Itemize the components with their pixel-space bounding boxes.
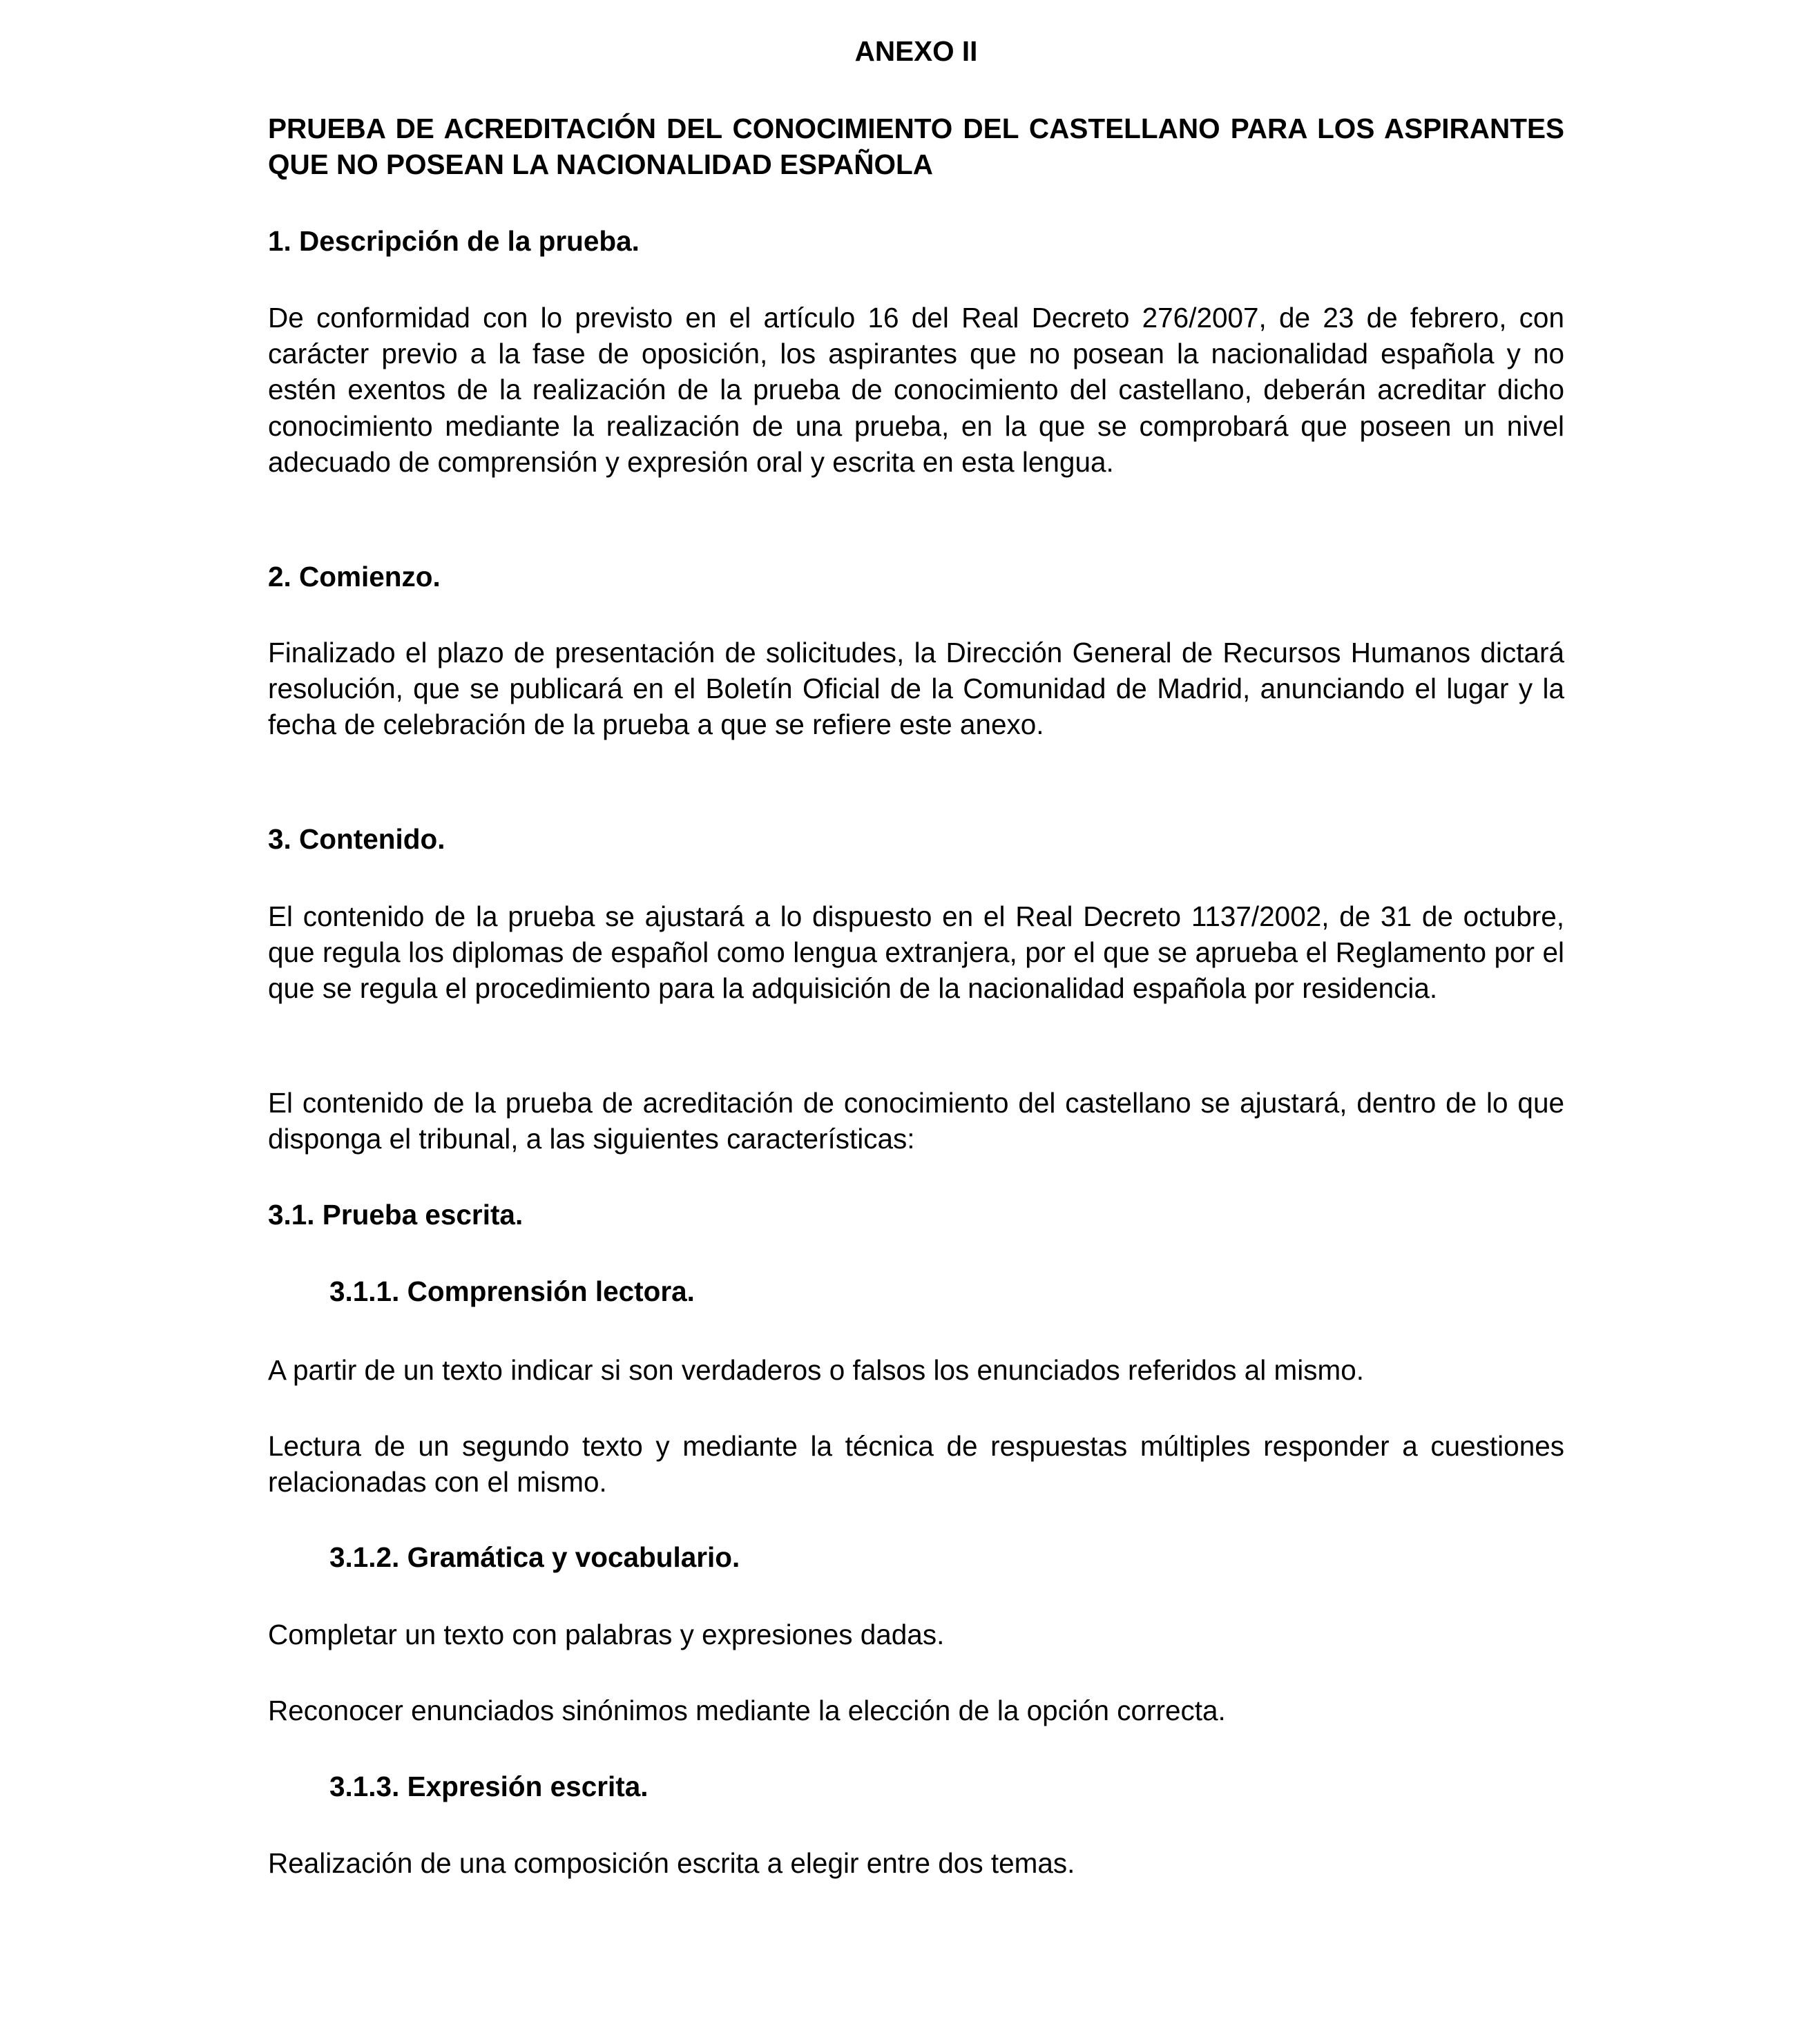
paragraph-comprension-1: A partir de un texto indicar si son verdaderos o falsos los enunciados referidos al mismo.	[268, 1354, 1365, 1386]
subsection-heading-gramatica: 3.1.2. Gramática y vocabulario.	[329, 1541, 740, 1573]
paragraph-gramatica-1: Completar un texto con palabras y expresiones dadas.	[268, 1619, 945, 1650]
paragraph-expresion-1: Realización de una composición escrita a elegir entre dos temas.	[268, 1847, 1075, 1879]
paragraph-comprension-2: Lectura de un segundo texto y mediante la técnica de respuestas múltiples responder a cuestiones relacionadas con el mismo.	[268, 1430, 1564, 1498]
paragraph-comienzo: Finalizado el plazo de presentación de solicitudes, la Dirección General de Recursos Humanos dictará resolución, que se publicará en el Boletín Oficial de la Comunidad de Madrid, anunciando el lugar y la fecha de celebración de la prueba a que se refiere este anexo.	[268, 637, 1564, 741]
annex-label: ANEXO II	[854, 35, 978, 67]
paragraph-gramatica-2: Reconocer enunciados sinónimos mediante la elección de la opción correcta.	[268, 1695, 1226, 1726]
section-heading-comienzo: 2. Comienzo.	[268, 561, 441, 592]
section-heading-contenido: 3. Contenido.	[268, 823, 445, 855]
paragraph-descripcion: De conformidad con lo previsto en el artículo 16 del Real Decreto 276/2007, de 23 de febrero, con carácter previo a la fase de oposición, los aspirantes que no posean la nacionalidad española y no estén exentos de la realización de la prueba de conocimiento del castellano, deberán acreditar dicho conocimiento mediante la realización de una prueba, en la que se comprobará que poseen un nivel adecuado de comprensión y expresión oral y escrita en esta lengua.	[268, 302, 1564, 478]
subsection-heading-comprension-lectora: 3.1.1. Comprensión lectora.	[329, 1275, 695, 1307]
document-title: PRUEBA DE ACREDITACIÓN DEL CONOCIMIENTO DEL CASTELLANO PARA LOS ASPIRANTES QUE NO POSEAN LA NACIONALIDAD ESPAÑOLA	[268, 113, 1564, 181]
paragraph-contenido-1: El contenido de la prueba se ajustará a lo dispuesto en el Real Decreto 1137/2002, de 31 de octubre, que regula los diplomas de español como lengua extranjera, por el que se aprueba el Reglamento por el que se regula el procedimiento para la adquisición de la nacionalidad española por residencia.	[268, 900, 1564, 1005]
section-heading-prueba-escrita: 3.1. Prueba escrita.	[268, 1199, 524, 1231]
paragraph-contenido-2: El contenido de la prueba de acreditación de conocimiento del castellano se ajustará, dentro de lo que disponga el tribunal, a las siguientes características:	[268, 1087, 1564, 1155]
subsection-heading-expresion-escrita: 3.1.3. Expresión escrita.	[329, 1771, 649, 1802]
section-heading-descripcion: 1. Descripción de la prueba.	[268, 225, 640, 257]
